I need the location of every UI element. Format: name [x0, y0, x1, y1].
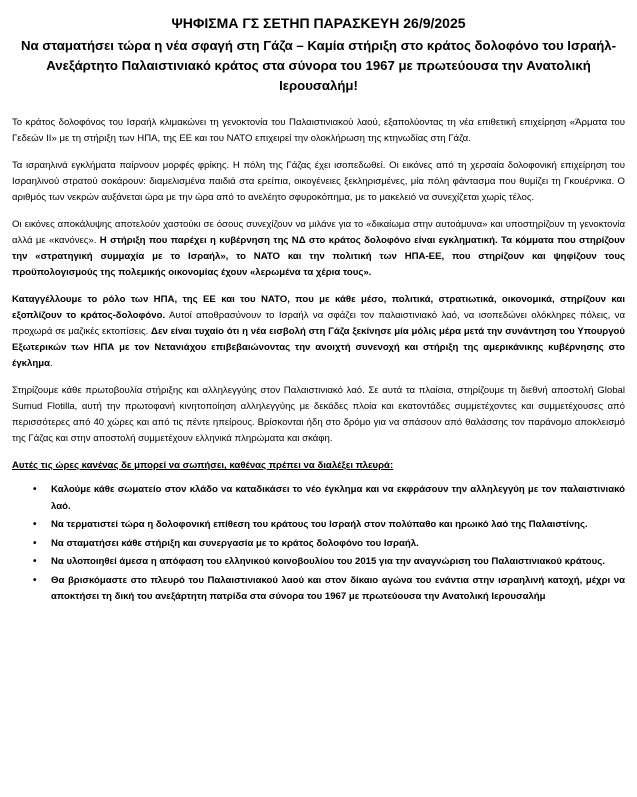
- paragraph-1: Το κράτος δολοφόνος του Ισραήλ κλιμακώνει τη γενοκτονία του Παλαιστινιακού λαού, εξαπολύοντας τη νέα επιθετική επιχείρηση «Άρματα του Γεδεών ΙΙ» με τη στήριξη των ΗΠΑ, της ΕΕ και του ΝΑΤΟ επιχειρεί την ολοκλήρωση της κτηνωδίας στη Γάζα.: [12, 117, 625, 144]
- bullet-icon: •: [33, 574, 37, 586]
- paragraph-3-text: Οι εικόνες αποκάλυψης αποτελούν χαστούκι σε όσους συνεχίζουν να μιλάνε για το «δικαίωμα στην αυτοάμυνα» και υποστηρίζουν τη γενοκτονία αλλά με «κανόνες».: [12, 219, 625, 246]
- resolution-title: ΨΗΦΙΣΜΑ ΓΣ ΣΕΤΗΠ ΠΑΡΑΣΚΕΥΗ 26/9/2025: [171, 15, 466, 31]
- paragraph-2: Τα ισραηλινά εγκλήματα παίρνουν μορφές φρίκης. Η πόλη της Γάζας έχει ισοπεδωθεί. Οι εικόνες από τη χερσαία δολοφονική επιχείρηση του Ισραηλινού στρατού σοκάρουν: διαμελισμένα παιδιά στα ερείπια, οικογένειες ξεκληρισμένες, μία πόλη φάντασμα που θυμίζει τη Γκουέρνικα. Ο αριθμός των νεκρών αυξάνεται ώρα με την ώρα από το ανελέητο σφυροκόπημα, με το μακελειό να συνεχίζεται χωρίς τέλος.: [12, 160, 625, 203]
- call-to-action: Αυτές τις ώρες κανένας δε μπορεί να σωπήσει, καθένας πρέπει να διαλέξει πλευρά:: [12, 460, 394, 471]
- list-item: [12, 517, 625, 534]
- paragraph-3-bold: Η στήριξη που παρέχει η κυβέρνηση της ΝΔ στο κράτος δολοφόνο είναι εγκληματική. Τα κόμματα που στηρίζουν την «στρατηγική συμμαχία με το Ισραήλ», το ΝΑΤΟ και την πολιτική των ΗΠΑ-ΕΕ, που στηρίζουν και ψηφίζουν τους προϋπολογισμούς της πολεμικής οικονομίας έχουν «λερωμένα τα χέρια τους».: [12, 235, 625, 278]
- bullet-icon: •: [33, 556, 37, 567]
- list-item: [12, 573, 625, 606]
- bullet-icon: •: [33, 537, 37, 549]
- list-item: [12, 554, 625, 571]
- bullet-icon: •: [33, 484, 37, 495]
- demands-list: [12, 482, 625, 606]
- paragraph-5: Στηρίζουμε κάθε πρωτοβουλία στήριξης και αλληλεγγύης στον Παλαιστινιακό λαό. Σε αυτά τα πλαίσια, στηρίζουμε τη διεθνή αποστολή Global Sumud Flotilla, αυτή την πρωτοφανή κινητοποίηση αλληλεγγύης με δεκάδες πλοία και εκατοντάδες συμμετέχοντες και συμμετέχουσες από περισσότερες από 40 χώρες και από τις πέντε ηπείρους. Βρίσκονται ήδη στο δρόμο για να σπάσουν από θαλάσσης τον παράνομο αποκλεισμό της Γάζας και στην αποστολή συμμετέχουν ελληνικά πληρώματα και σκάφη.: [12, 385, 625, 444]
- resolution-subtitle: Να σταματήσει τώρα η νέα σφαγή στη Γάζα – Καμία στήριξη στο κράτος δολοφόνο του Ισραήλ-Ανεξάρτητο Παλαιστινιακό κράτος στα σύνορα του 1967 με πρωτεύουσα την Ανατολική Ιερουσαλήμ!: [20, 38, 617, 93]
- paragraph-4-end: .: [49, 358, 53, 369]
- demand-text: Να σταματήσει κάθε στήριξη και συνεργασία με το κράτος δολοφόνο του Ισραήλ.: [51, 537, 419, 549]
- paragraph-4-text: Αυτοί αποθρασύνουν το Ισραήλ να σφάζει τον παλαιστινιακό λαό, να ισοπεδώνει ολόκληρες πόλεις, να προχωρά σε μαζικές εκτοπίσεις.: [12, 310, 625, 337]
- demand-text: Να τερματιστεί τώρα η δολοφονική επίθεση του κράτους του Ισραήλ στον πολύπαθο και ηρωικό λαό της Παλαιστίνης.: [51, 519, 588, 530]
- paragraph-4: [12, 292, 625, 372]
- demand-text: Να υλοποιηθεί άμεσα η απόφαση του ελληνικού κοινοβουλίου του 2015 για την αναγνώριση του Παλαιστινιακού κράτους.: [51, 556, 605, 567]
- demand-text: Καλούμε κάθε σωματείο στον κλάδο να καταδικάσει το νέο έγκλημα και να εκφράσουν την αλληλεγγύη με τον παλαιστινιακό λαό.: [51, 484, 625, 512]
- paragraph-4-bold-1: Καταγγέλλουμε το ρόλο των ΗΠΑ, της ΕΕ και του ΝΑΤΟ, που με κάθε μέσο, πολιτικά, στρατιωτικά, οικονομικά, στηρίζουν και εξοπλίζουν το κράτος-δολοφόνο.: [12, 294, 625, 321]
- demand-text: Θα βρισκόμαστε στο πλευρό του Παλαιστινιακού λαού και στον δίκαιο αγώνα του ενάντια στην ισραηλινή κατοχή, μέχρι να αποκτήσει τη δική του ανεξάρτητη πατρίδα στα σύνορα του 1967 με πρωτεύουσα την Ανατολική Ιερουσαλήμ: [51, 574, 625, 602]
- paragraph-3: [12, 217, 625, 281]
- list-item: [12, 536, 625, 553]
- bullet-icon: •: [33, 519, 37, 530]
- list-item: [12, 482, 625, 515]
- paragraph-4-bold-2: Δεν είναι τυχαίο ότι η νέα εισβολή στη Γάζα ξεκίνησε μία μόλις μέρα μετά την συνάντηση του Υπουργού Εξωτερικών των ΗΠΑ με τον Νετανιάχου επιβεβαιώνοντας την ανοιχτή συνενοχή και στήριξη της αμερικάνικης κυβέρνησης στο έγκλημα: [12, 326, 625, 369]
